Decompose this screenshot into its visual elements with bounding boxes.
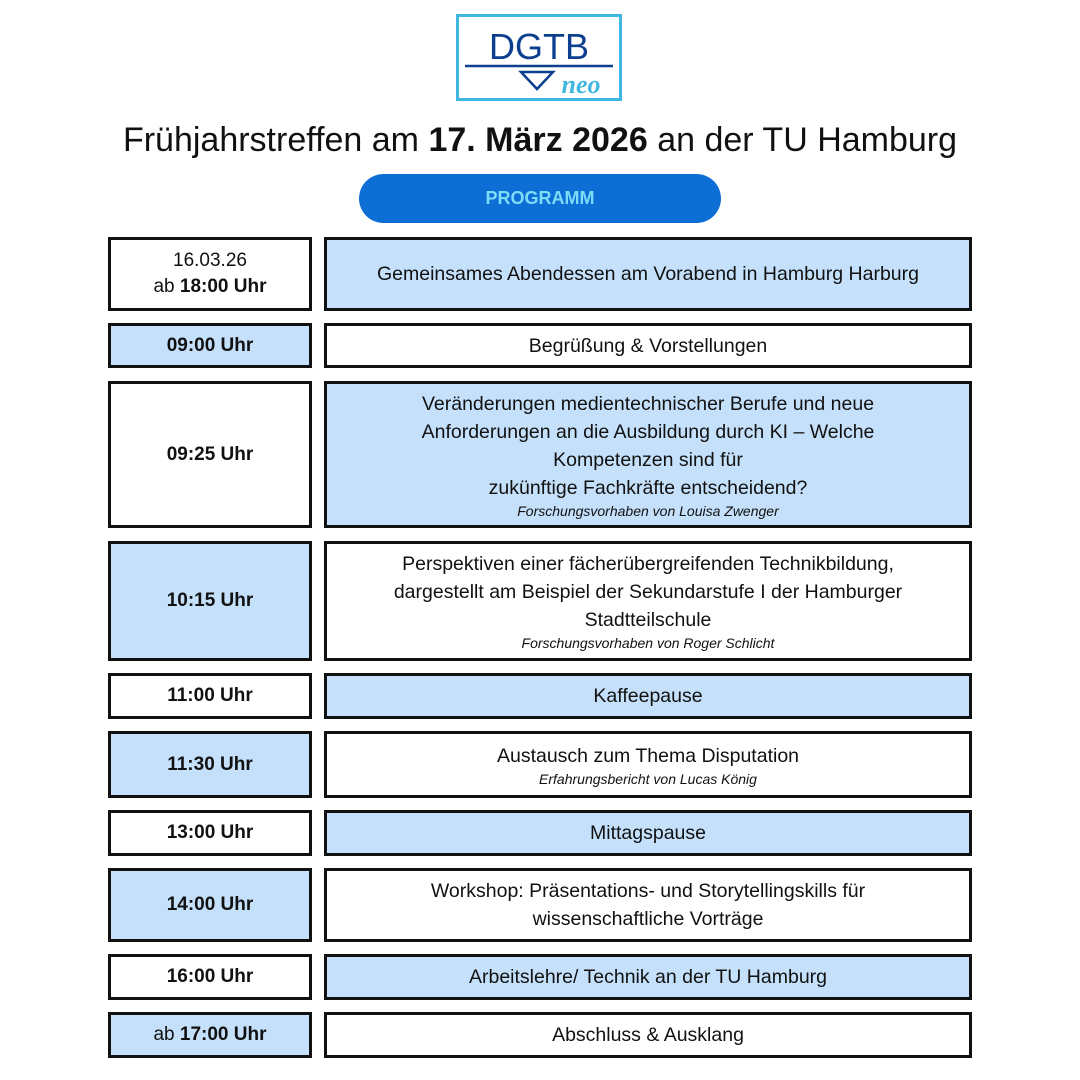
time-cell bbox=[108, 237, 312, 311]
event-cell bbox=[324, 237, 972, 311]
time-cell bbox=[108, 381, 312, 528]
time-cell bbox=[108, 1012, 312, 1058]
event-cell bbox=[324, 673, 972, 719]
time-value: 14:00 Uhr bbox=[166, 894, 254, 915]
schedule-row bbox=[108, 237, 972, 311]
program-pill bbox=[359, 174, 721, 223]
event-cell bbox=[324, 541, 972, 661]
schedule-row bbox=[108, 1012, 972, 1058]
event-cell bbox=[324, 954, 972, 1000]
title-date: 17. März 2026 bbox=[428, 121, 648, 159]
event-subtitle: Erfahrungsbericht von Lucas König bbox=[539, 770, 757, 787]
logo-text: DGTB bbox=[488, 26, 590, 67]
time-value: 09:00 Uhr bbox=[166, 334, 254, 356]
time-cell bbox=[108, 673, 312, 719]
time-value: 16:00 Uhr bbox=[166, 966, 254, 987]
title-prefix: Frühjahrstreffen am bbox=[122, 121, 420, 159]
time-value: 13:00 Uhr bbox=[166, 822, 254, 843]
event-title-line: Stadtteilschule bbox=[584, 609, 712, 631]
schedule-row bbox=[108, 868, 972, 942]
event-title-line: Perspektiven einer fächerübergreifenden Technikbildung, bbox=[402, 553, 894, 575]
title-suffix: an der TU Hamburg bbox=[657, 121, 958, 159]
schedule-row bbox=[108, 541, 972, 661]
schedule-row bbox=[108, 810, 972, 856]
event-subtitle: Forschungsvorhaben von Louisa Zwenger bbox=[517, 502, 779, 519]
time-prefix: ab bbox=[153, 276, 175, 297]
event-title-line: zukünftige Fachkräfte entscheidend? bbox=[488, 476, 808, 499]
schedule-row bbox=[108, 731, 972, 798]
event-cell bbox=[324, 868, 972, 942]
page-title bbox=[0, 116, 1080, 164]
event-subtitle: Forschungsvorhaben von Roger Schlicht bbox=[521, 635, 775, 651]
time-cell bbox=[108, 954, 312, 1000]
event-title-line: Veränderungen medientechnischer Berufe und neue bbox=[421, 392, 875, 415]
event-cell bbox=[324, 810, 972, 856]
logo bbox=[456, 14, 622, 101]
event-title: Mittagspause bbox=[590, 822, 706, 844]
event-title-line: Kompetenzen sind für bbox=[553, 448, 743, 471]
time-value: 11:00 Uhr bbox=[167, 685, 253, 706]
time-value: 11:30 Uhr bbox=[167, 753, 253, 775]
time-cell bbox=[108, 731, 312, 798]
time-cell bbox=[108, 810, 312, 856]
event-title: Kaffeepause bbox=[593, 685, 703, 707]
time-cell bbox=[108, 868, 312, 942]
schedule-row bbox=[108, 673, 972, 719]
event-title: Gemeinsames Abendessen am Vorabend in Hamburg Harburg bbox=[377, 263, 919, 285]
event-cell bbox=[324, 323, 972, 368]
time-cell bbox=[108, 541, 312, 661]
time-cell bbox=[108, 323, 312, 368]
event-title: Abschluss & Ausklang bbox=[552, 1024, 744, 1046]
event-cell bbox=[324, 731, 972, 798]
event-title-line: wissenschaftliche Vorträge bbox=[532, 908, 764, 930]
schedule-row bbox=[108, 323, 972, 368]
schedule-row bbox=[108, 381, 972, 528]
time-date: 16.03.26 bbox=[173, 250, 247, 271]
time-value: 18:00 Uhr bbox=[179, 276, 267, 297]
program-label: PROGRAMM bbox=[485, 188, 595, 208]
event-title-line: Anforderungen an die Ausbildung durch KI – Welche bbox=[421, 420, 875, 443]
schedule-row bbox=[108, 954, 972, 1000]
event-cell bbox=[324, 381, 972, 528]
time-prefix: ab bbox=[153, 1024, 175, 1045]
event-title: Begrüßung & Vorstellungen bbox=[528, 334, 768, 357]
event-cell bbox=[324, 1012, 972, 1058]
time-value: 10:15 Uhr bbox=[166, 590, 254, 611]
event-title: Austausch zum Thema Disputation bbox=[496, 744, 800, 767]
triangle-icon bbox=[521, 72, 553, 89]
logo-subtext: neo bbox=[561, 70, 601, 98]
event-title: Arbeitslehre/ Technik an der TU Hamburg bbox=[468, 966, 828, 988]
time-value: 17:00 Uhr bbox=[179, 1024, 267, 1045]
event-title-line: dargestellt am Beispiel der Sekundarstufe I der Hamburger bbox=[393, 581, 903, 603]
event-title-line: Workshop: Präsentations- und Storytellingskills für bbox=[430, 880, 866, 902]
time-value: 09:25 Uhr bbox=[166, 443, 254, 465]
